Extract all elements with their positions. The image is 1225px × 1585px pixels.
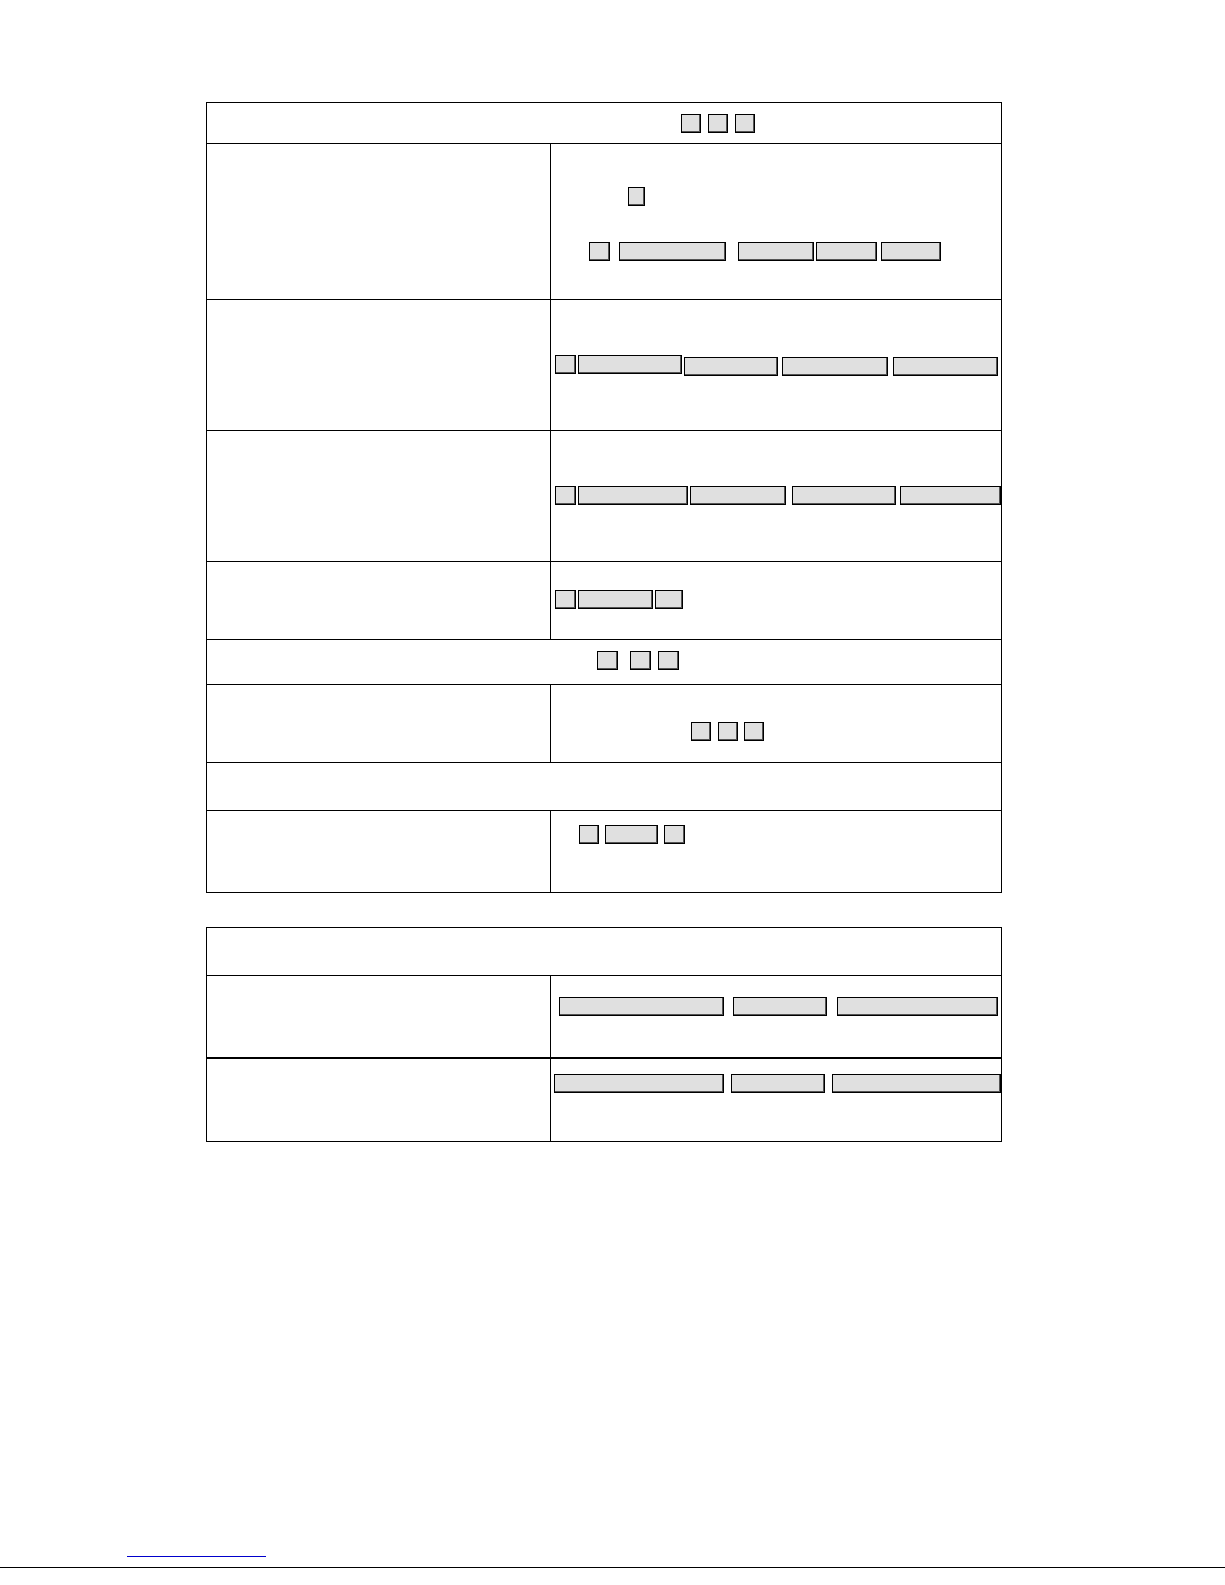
row-divider — [207, 1057, 1001, 1059]
section-header-field-1[interactable] — [597, 651, 618, 670]
column-divider — [550, 684, 551, 762]
row3-field-3[interactable] — [684, 357, 778, 376]
form-table-main — [206, 102, 1002, 893]
footer-rule — [0, 1567, 1225, 1568]
row2-field-2[interactable] — [619, 242, 726, 261]
t2-row3-field-1[interactable] — [554, 1074, 724, 1093]
section-header-field-3[interactable] — [658, 651, 679, 670]
t2-row3-field-2[interactable] — [731, 1074, 825, 1093]
row4-field-3[interactable] — [690, 486, 786, 505]
column-divider — [550, 810, 551, 892]
row4-field-2[interactable] — [578, 486, 688, 505]
t2-row2-field-3[interactable] — [837, 997, 998, 1016]
row-divider — [207, 561, 1001, 562]
row-divider — [207, 639, 1001, 640]
row3-field-4[interactable] — [782, 357, 888, 376]
row3-field-1[interactable] — [555, 355, 576, 374]
column-divider — [550, 561, 551, 639]
row2-field-3[interactable] — [738, 242, 814, 261]
t2-row2-field-1[interactable] — [559, 997, 724, 1016]
header-field-1[interactable] — [681, 114, 701, 133]
header-field-3[interactable] — [735, 114, 755, 133]
row9-field-2[interactable] — [605, 825, 658, 844]
row-divider — [207, 975, 1001, 976]
row4-field-4[interactable] — [792, 486, 896, 505]
t2-row2-field-2[interactable] — [733, 997, 827, 1016]
row5-field-2[interactable] — [578, 590, 653, 609]
row3-field-5[interactable] — [893, 357, 998, 376]
row7-field-1[interactable] — [691, 722, 711, 741]
row2-field-1[interactable] — [589, 242, 610, 261]
t2-row3-field-3[interactable] — [832, 1074, 1001, 1093]
form-table-secondary — [206, 927, 1002, 1142]
row-divider — [207, 430, 1001, 431]
row-divider — [207, 762, 1001, 763]
column-divider — [550, 299, 551, 430]
row7-field-3[interactable] — [744, 722, 764, 741]
header-field-2[interactable] — [708, 114, 728, 133]
row-divider — [207, 143, 1001, 144]
row9-field-3[interactable] — [664, 825, 685, 844]
column-divider — [550, 143, 551, 299]
row4-field-5[interactable] — [900, 486, 1001, 505]
row-divider — [207, 684, 1001, 685]
row7-field-2[interactable] — [718, 722, 738, 741]
row4-field-1[interactable] — [555, 486, 576, 505]
row5-field-1[interactable] — [555, 590, 576, 609]
column-divider — [550, 975, 551, 1057]
row9-field-1[interactable] — [579, 825, 599, 844]
row-divider — [207, 299, 1001, 300]
section-header-field-2[interactable] — [630, 651, 651, 670]
row5-field-3[interactable] — [655, 590, 683, 609]
column-divider — [550, 430, 551, 561]
row3-field-2[interactable] — [578, 355, 682, 374]
row-divider — [207, 810, 1001, 811]
row2-field-5[interactable] — [881, 242, 941, 261]
row2-field-4[interactable] — [816, 242, 877, 261]
footnote-link-underline[interactable] — [127, 1556, 266, 1557]
row2-checkbox-field[interactable] — [628, 187, 645, 206]
column-divider — [550, 1059, 551, 1141]
